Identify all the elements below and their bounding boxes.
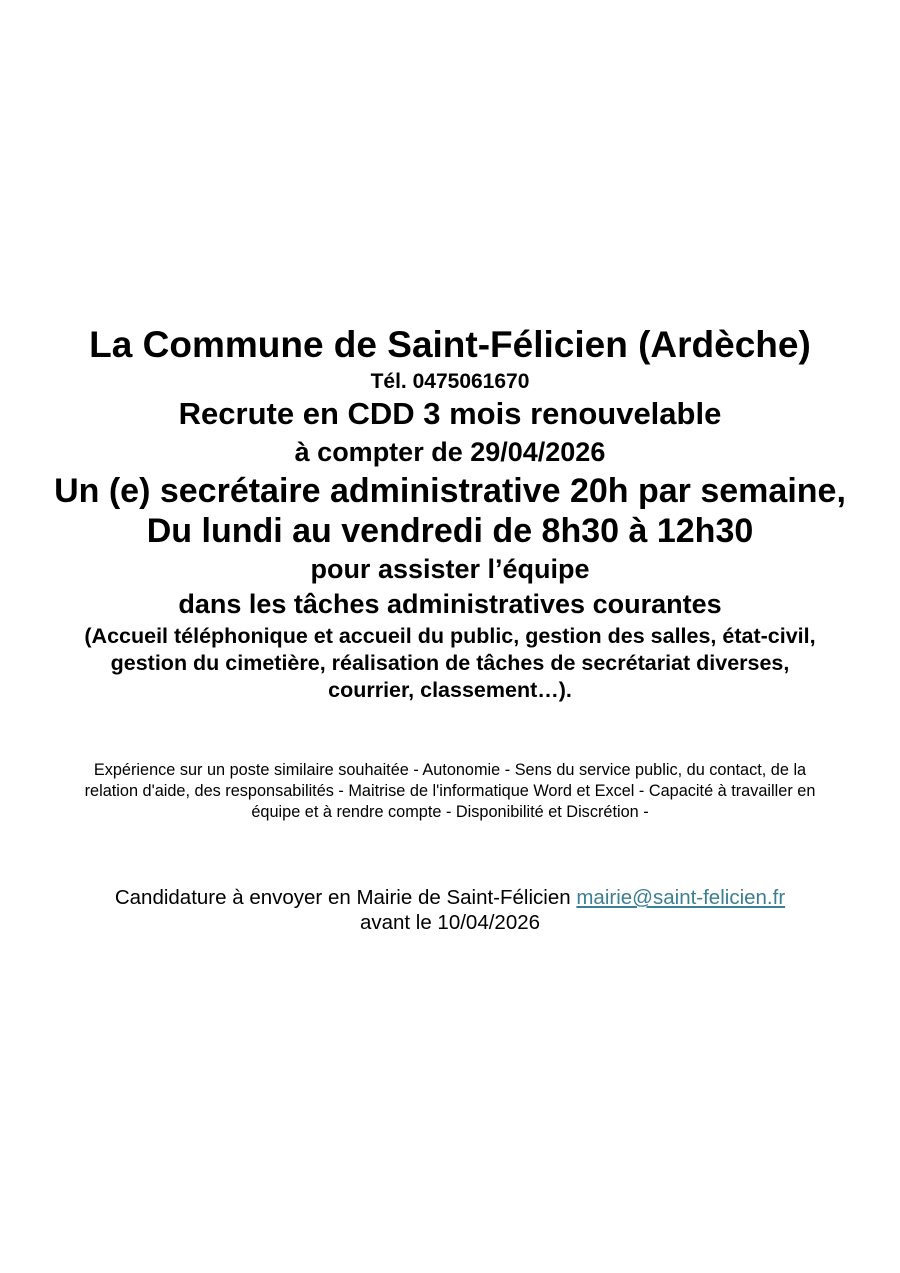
requirements-paragraph — [0, 760, 900, 823]
page-title: La Commune de Saint-Félicien (Ardèche) — [89, 324, 811, 365]
application-line — [0, 885, 900, 910]
application-deadline: avant le 10/04/2026 — [359, 911, 541, 934]
task-list — [0, 623, 900, 704]
task-line: courrier, classement…). — [328, 678, 572, 702]
contract-type: Recrute en CDD 3 mois renouvelable — [178, 396, 722, 431]
purpose-line-1: pour assister l’équipe — [310, 554, 590, 584]
phone-number: Tél. 0475061670 — [370, 370, 530, 393]
requirements-line: relation d'aide, des responsabilités - Maitrise de l'informatique Word et Excel - Capacité à travailler en — [84, 782, 816, 800]
work-schedule: Du lundi au vendredi de 8h30 à 12h30 — [146, 512, 754, 550]
application-info — [0, 885, 900, 935]
position-title: Un (e) secrétaire administrative 20h par semaine, — [54, 472, 846, 510]
application-text: Candidature à envoyer en Mairie de Saint-Félicien — [114, 886, 577, 909]
requirements-line: équipe et à rendre compte - Disponibilité et Discrétion - — [251, 803, 649, 821]
task-line: gestion du cimetière, réalisation de tâches de secrétariat diverses, — [110, 651, 790, 675]
start-date: à compter de 29/04/2026 — [294, 437, 606, 467]
task-line: (Accueil téléphonique et accueil du public, gestion des salles, état-civil, — [84, 624, 816, 648]
email-link[interactable]: mairie@saint-felicien.fr — [576, 886, 786, 909]
requirements-line: Expérience sur un poste similaire souhaitée - Autonomie - Sens du service public, du contact, de la — [93, 761, 807, 779]
purpose-line-2: dans les tâches administratives courantes — [178, 589, 722, 619]
